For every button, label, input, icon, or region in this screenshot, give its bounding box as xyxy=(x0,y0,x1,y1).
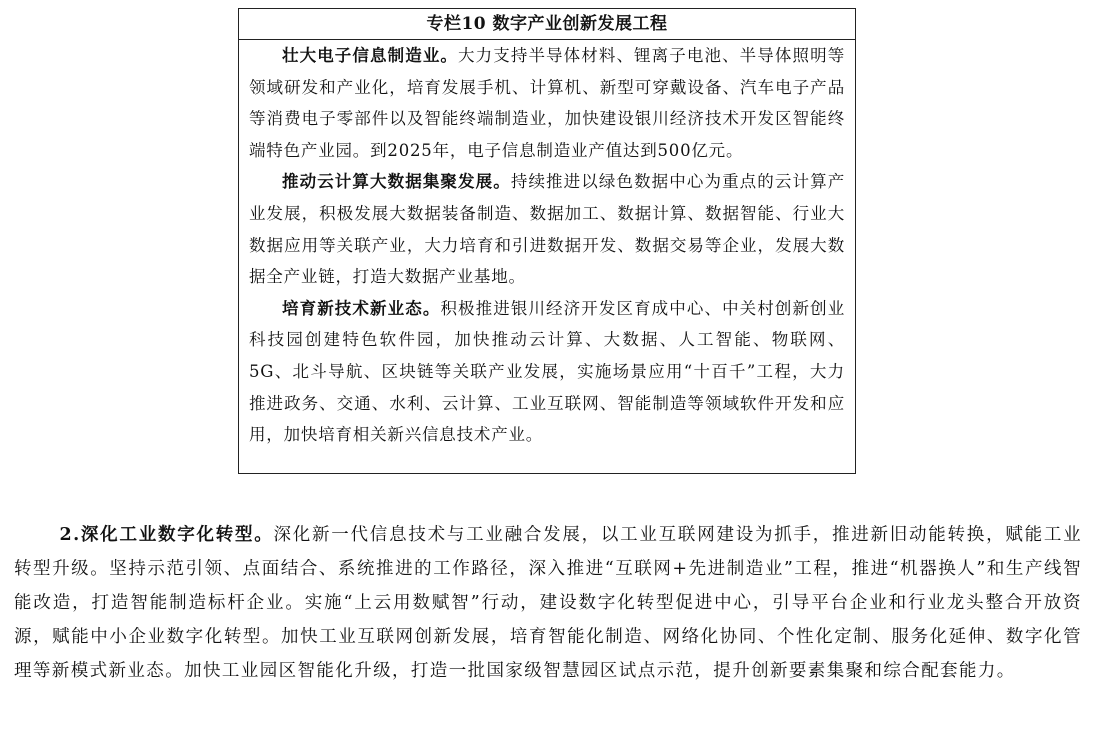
feature-box xyxy=(238,8,856,474)
box-paragraph xyxy=(249,166,845,292)
paragraph-text: 大力支持半导体材料、锂离子电池、半导体照明等领域研发和产业化，培育发展手机、计算机、新型可穿戴设备、汽车电子产品等消费电子零部件以及智能终端制造业，加快建设银川经济技术开发区智能终端特色产业园。到2025年，电子信息制造业产值达到500亿元。 xyxy=(249,46,845,160)
main-paragraph xyxy=(14,518,1082,688)
box-body xyxy=(239,40,855,451)
paragraph-text: 持续推进以绿色数据中心为重点的云计算产业发展，积极发展大数据装备制造、数据加工、数据计算、数据智能、行业大数据应用等关联产业，大力培育和引进数据开发、数据交易等企业，发展大数据全产业链，打造大数据产业基地。 xyxy=(249,172,845,287)
box-paragraph xyxy=(249,293,845,451)
box-title: 专栏10 数字产业创新发展工程 xyxy=(239,9,855,40)
section-heading: 2.深化工业数字化转型。 xyxy=(59,525,274,545)
main-section xyxy=(14,518,1082,688)
paragraph-text: 积极推进银川经济开发区育成中心、中关村创新创业科技园创建特色软件园，加快推动云计算、大数据、人工智能、物联网、5G、北斗导航、区块链等关联产业发展，实施场景应用“十百千”工程，大力推进政务、交通、水利、云计算、工业互联网、智能制造等领域软件开发和应用，加快培育相关新兴信息技术产业。 xyxy=(249,298,846,445)
paragraph-lead: 壮大电子信息制造业。 xyxy=(282,46,459,65)
paragraph-lead: 培育新技术新业态。 xyxy=(282,298,441,318)
box-paragraph xyxy=(249,40,845,166)
paragraph-lead: 推动云计算大数据集聚发展。 xyxy=(282,172,511,192)
section-text: 深化新一代信息技术与工业融合发展，以工业互联网建设为抓手，推进新旧动能转换，赋能工业转型升级。坚持示范引领、点面结合、系统推进的工作路径，深入推进“互联网+先进制造业”工程，推进“机器换人”和生产线智能改造，打造智能制造标杆企业。实施“上云用数赋智”行动，建设数字化转型促进中心，引导平台企业和行业龙头整合开放资源，赋能中小企业数字化转型。加快工业互联网创新发展，培育智能化制造、网络化协同、个性化定制、服务化延伸、数字化管理等新模式新业态。加快工业园区智能化升级，打造一批国家级智慧园区试点示范，提升创新要素集聚和综合配套能力。 xyxy=(14,525,1082,681)
